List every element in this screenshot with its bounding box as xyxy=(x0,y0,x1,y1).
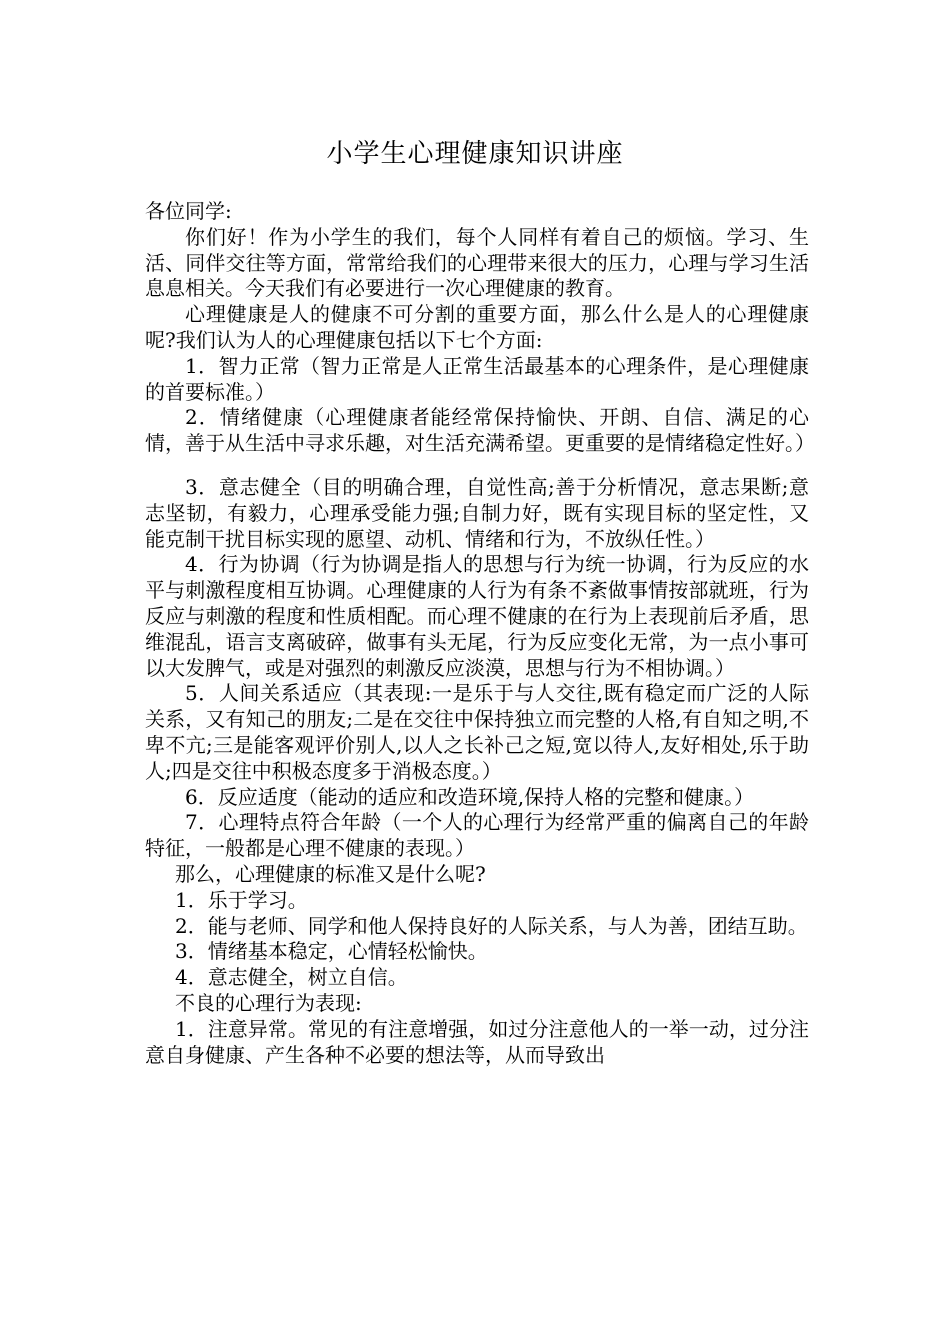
standard-item-4: 4．意志健全，树立自信。 xyxy=(175,965,408,990)
aspect-item-5: 5．人间关系适应（其表现:一是乐于与人交往,既有稳定而广泛的人际关系，又有知己的朋友;二是在交往中保持独立而完整的人格,有自知之明,不卑不亢;三是能客观评价别人,以人之长补己之短,宽以待人,友好相处,乐于助人;四是交往中积极态度多于消极态度。） xyxy=(145,681,809,783)
aspect-item-6: 6．反应适度（能动的适应和改造环境,保持人格的完整和健康。） xyxy=(185,784,755,809)
definition-paragraph: 心理健康是人的健康不可分割的重要方面，那么什么是人的心理健康呢?我们认为人的心理健康包括以下七个方面: xyxy=(145,302,809,352)
standards-heading: 那么，心理健康的标准又是什么呢? xyxy=(175,861,486,886)
bad-behavior-item-1: 1．注意异常。常见的有注意增强，如过分注意他人的一举一动，过分注意自身健康、产生各种不必要的想法等，从而导致出 xyxy=(145,1016,809,1067)
aspect-item-4: 4．行为协调（行为协调是指人的思想与行为统一协调，行为反应的水平与刺激程度相互协调。心理健康的人行为有条不紊做事情按部就班，行为反应与刺激的程度和性质相配。而心理不健康的在行为上表现前后矛盾，思维混乱，语言支离破碎，做事有头无尾，行为反应变化无常，为一点小事可以大发脾气，或是对强烈的刺激反应淡漠，思想与行为不相协调。） xyxy=(145,552,809,680)
standard-item-1: 1．乐于学习。 xyxy=(175,887,308,912)
document-body xyxy=(145,199,815,1068)
salutation: 各位同学: xyxy=(145,199,232,223)
bad-behavior-heading: 不良的心理行为表现: xyxy=(175,990,362,1015)
standard-item-2: 2．能与老师、同学和他人保持良好的人际关系，与人为善，团结互助。 xyxy=(175,913,808,938)
document-title: 小学生心理健康知识讲座 xyxy=(326,139,624,169)
intro-paragraph: 你们好！作为小学生的我们，每个人同样有着自己的烦恼。学习、生活、同伴交往等方面，常常给我们的心理带来很大的压力，心理与学习生活息息相关。今天我们有必要进行一次心理健康的教育。 xyxy=(145,224,809,301)
aspect-item-2: 2．情绪健康（心理健康者能经常保持愉快、开朗、自信、满足的心情，善于从生活中寻求乐趣，对生活充满希望。更重要的是情绪稳定性好。） xyxy=(145,405,815,456)
aspect-item-3: 3．意志健全（目的明确合理，自觉性高;善于分析情况，意志果断;意志坚韧，有毅力，心理承受能力强;自制力好，既有实现目标的坚定性，又能克制干扰目标实现的愿望、动机、情绪和行为，不放纵任性。） xyxy=(145,474,809,551)
standard-item-3: 3．情绪基本稳定，心情轻松愉快。 xyxy=(175,939,488,964)
aspect-item-7: 7．心理特点符合年龄（一个人的心理行为经常严重的偏离自己的年龄特征，一般都是心理不健康的表现。） xyxy=(145,810,809,861)
aspect-item-1: 1．智力正常（智力正常是人正常生活最基本的心理条件，是心理健康的首要标准。） xyxy=(145,353,809,404)
